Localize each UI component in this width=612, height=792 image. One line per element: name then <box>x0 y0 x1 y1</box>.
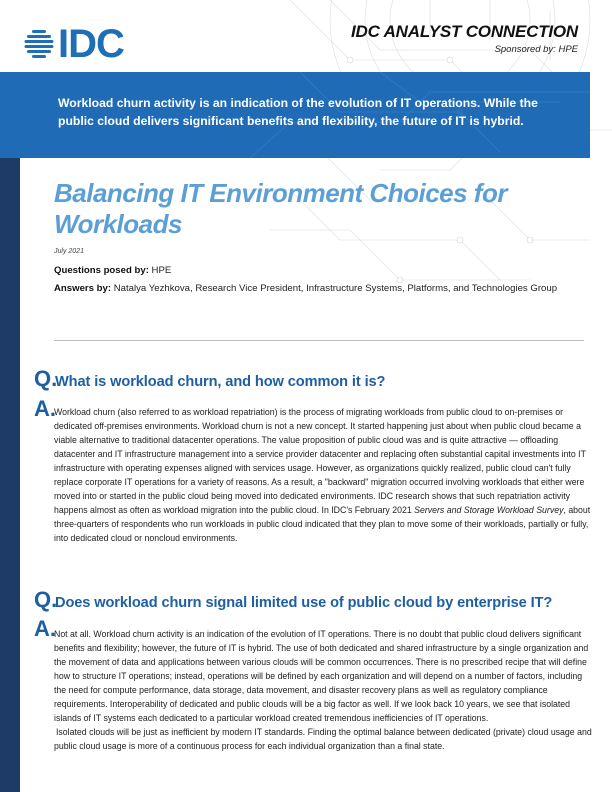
answers-value: Natalya Yezhkova, Research Vice President, Infrastructure Systems, Platforms, and Technologies Group <box>111 283 558 294</box>
a-letter: A. <box>34 616 56 641</box>
question-2 <box>34 587 552 613</box>
answer-2-part1: Not at all. Workload churn activity is an indication of the evolution of IT operations. There is no doubt that public cloud delivers significant benefits and flexibility; however, the future of IT is hybrid. The use of both dedicated and shared infrastructure by a single organization and the movement of data and applications between various clouds will be common occurrences. There is no prescribed recipe that will define how to structure IT operations; instead, operations will be defined by each organization and will depend on a number of factors, including the need for compute performance, data storage, data movement, and disaster recovery plans as well as regulatory compliance requirements. Interoperability of dedicated and public clouds will be a big factor as well. If we look back 10 years, we see that isolated islands of IT systems each dedicated to a particular workload created tremendous inefficiencies of IT operations. <box>54 629 589 723</box>
publication-date: July 2021 <box>54 248 84 255</box>
banner-text: Workload churn activity is an indication of the evolution of IT operations. While the public cloud delivers significant benefits and flexibility, the future of IT is hybrid. <box>58 96 538 128</box>
idc-logo <box>24 24 124 64</box>
answer-1-part1: Workload churn (also referred to as workload repatriation) is the process of migrating workloads from public cloud to on-premises or dedicated off-premises environments. Workload churn is not a new concept. It started happening just about when public cloud became a viable alternative to traditional datacenter operations. The value proposition of public cloud was and is quite attractive — offloading datacenter and IT infrastructure management into a service provider datacenter and replacing often substantial capital investments into IT infrastructure with operating expenses aligned with services usage. However, as organizations quickly realized, public cloud can't fully replace corporate IT operations for a variety of reasons. As a result, a "backward" migration occurred involving workloads that either were moved into or started in the public cloud being moved into dedicated environments. IDC research shows that such repatriation activity happens almost as often as workload migration into the public cloud. In IDC's February 2021 <box>54 407 586 515</box>
document-title: Balancing IT Environment Choices for Workloads <box>54 178 507 239</box>
answer-2-part2: Isolated clouds will be just as inefficient by modern IT standards. Finding the optimal balance between dedicated (private) cloud usage and public cloud usage is more of a continuous process for each individual organization than a final state. <box>54 727 592 751</box>
question-1 <box>34 366 385 392</box>
answer-1-part2: , about three-quarters of respondents who run workloads in public cloud indicated that they plan to move some of their workloads, partially or fully, into dedicated cloud or noncloud environments. <box>54 505 591 543</box>
question-1-text: What is workload churn, and how common it is? <box>55 374 386 390</box>
header-title: IDC ANALYST CONNECTION <box>351 22 578 41</box>
answers-by <box>54 282 594 296</box>
questions-posed-by <box>54 264 594 278</box>
summary-banner <box>0 72 590 158</box>
a-letter: A. <box>34 396 56 421</box>
questions-value: HPE <box>148 265 172 276</box>
answers-label: Answers by: <box>54 283 112 294</box>
section-divider <box>54 340 584 341</box>
q-letter: Q. <box>34 366 58 391</box>
questions-label: Questions posed by: <box>54 265 149 276</box>
header-sponsor: Sponsored by: HPE <box>494 44 578 55</box>
survey-title: Servers and Storage Workload Survey <box>414 505 564 515</box>
left-sidebar-bar <box>0 72 20 792</box>
logo-text: IDC <box>58 22 124 66</box>
question-2-text: Does workload churn signal limited use of public cloud by enterprise IT? <box>55 595 553 611</box>
answer-1 <box>54 405 592 545</box>
globe-icon <box>24 29 54 59</box>
q-letter: Q. <box>34 587 58 612</box>
answer-2 <box>54 627 592 753</box>
